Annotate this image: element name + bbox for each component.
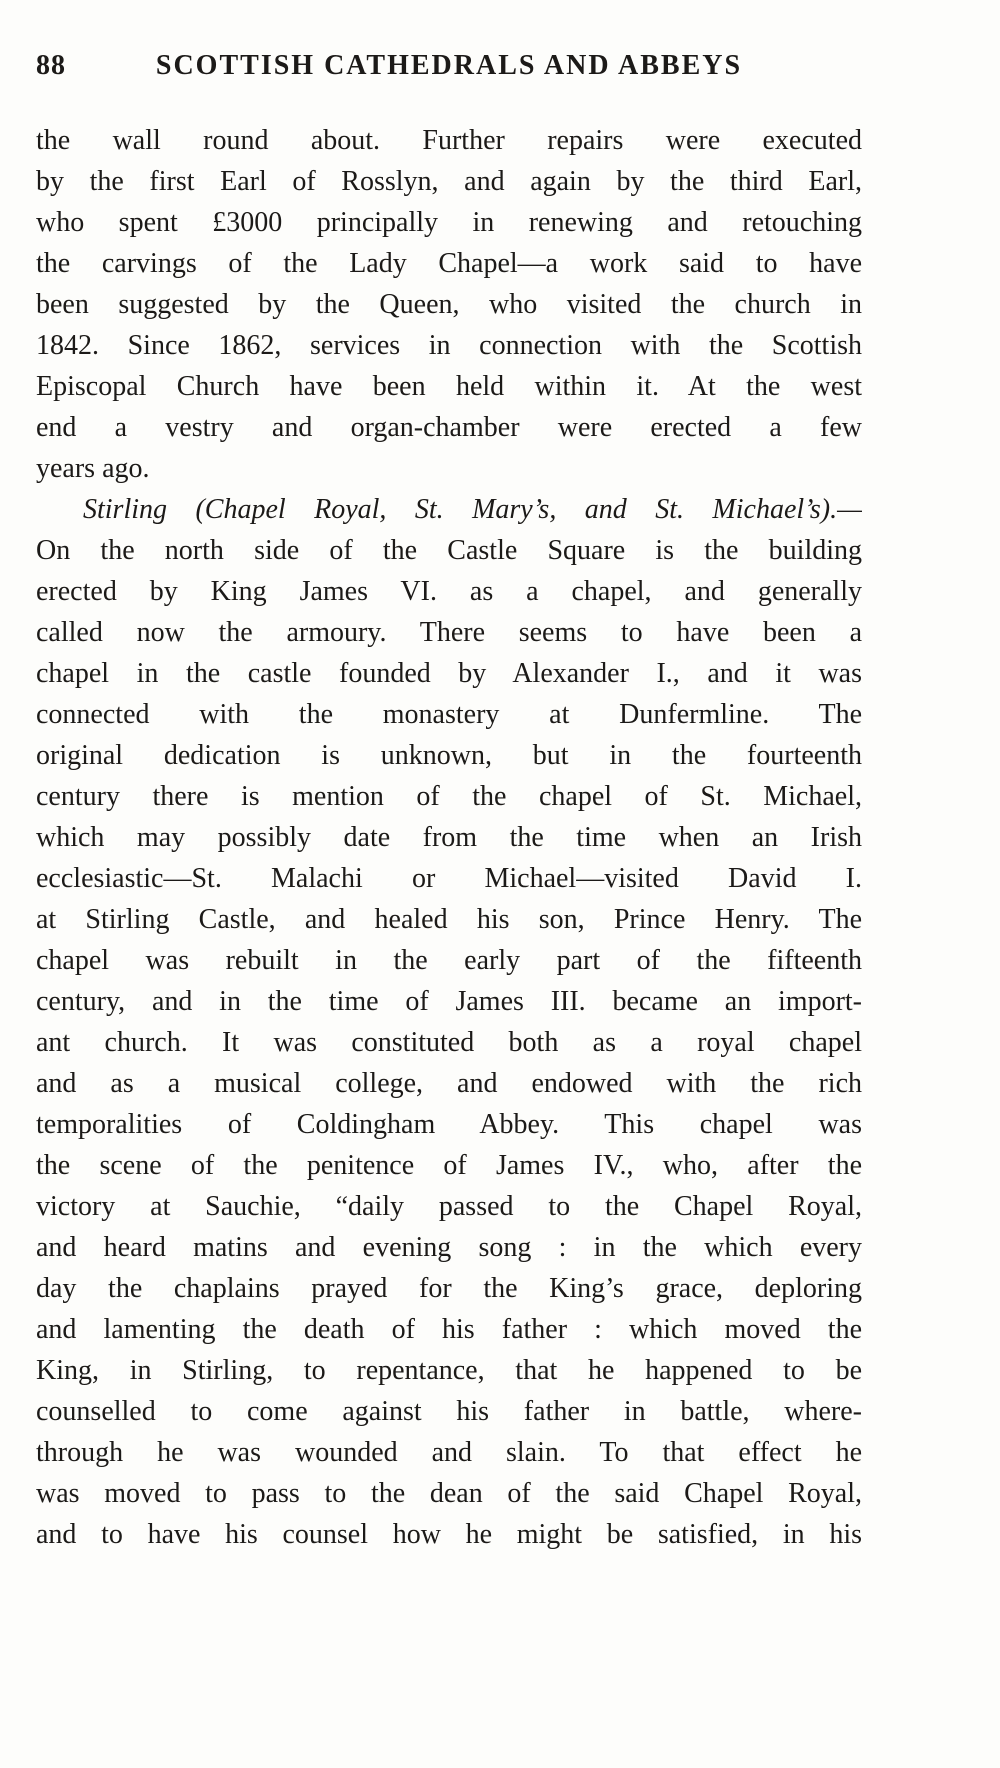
text-line: who spent £3000 principally in renewing and retouching [36,207,862,238]
running-title: SCOTTISH CATHEDRALS AND ABBEYS [155,50,743,81]
text-line: connected with the monastery at Dunfermline. The [36,699,862,730]
text-line: day the chaplains prayed for the King’s grace, deploring [36,1273,862,1304]
text-line: end a vestry and organ-chamber were erected a few [36,412,862,443]
text-block [36,120,862,1555]
text-line: original dedication is unknown, but in the fourteenth [36,740,862,771]
text-line: at Stirling Castle, and healed his son, Prince Henry. The [36,904,862,935]
text-line: through he was wounded and slain. To that effect he [36,1437,862,1468]
text-line: and to have his counsel how he might be satisfied, in his [36,1519,862,1550]
text-line: and as a musical college, and endowed with the rich [36,1068,862,1099]
text-line: chapel in the castle founded by Alexander I., and it was [36,658,862,689]
text-line: and lamenting the death of his father : which moved the [36,1314,862,1345]
text-line: On the north side of the Castle Square is the building [36,535,862,566]
text-line: was moved to pass to the dean of the said Chapel Royal, [36,1478,862,1509]
text-line: King, in Stirling, to repentance, that he happened to be [36,1355,862,1386]
text-line: ant church. It was constituted both as a royal chapel [36,1027,862,1058]
text-line: Stirling (Chapel Royal, St. Mary’s, and St. Michael’s).— [83,494,862,525]
text-line: century, and in the time of James III. became an import- [36,986,862,1017]
text-line: called now the armoury. There seems to have been a [36,617,862,648]
paragraph [36,489,862,1555]
text-line: erected by King James VI. as a chapel, and generally [36,576,862,607]
text-line: counselled to come against his father in battle, where- [36,1396,862,1427]
text-line: and heard matins and evening song : in the which every [36,1232,862,1263]
text-line: victory at Sauchie, “daily passed to the Chapel Royal, [36,1191,862,1222]
text-line: which may possibly date from the time when an Irish [36,822,862,853]
text-line: the wall round about. Further repairs were executed [36,125,862,156]
page-header [36,50,862,86]
text-line: the carvings of the Lady Chapel—a work said to have [36,248,862,279]
text-line: Episcopal Church have been held within it. At the west [36,371,862,402]
page-number: 88 [36,50,66,81]
text-line: by the first Earl of Rosslyn, and again by the third Earl, [36,166,862,197]
text-line: temporalities of Coldingham Abbey. This chapel was [36,1109,862,1140]
paragraph [36,120,862,489]
text-line: ecclesiastic—St. Malachi or Michael—visited David I. [36,863,862,894]
text-line: been suggested by the Queen, who visited the church in [36,289,862,320]
text-line: chapel was rebuilt in the early part of the fifteenth [36,945,862,976]
text-line: the scene of the penitence of James IV., who, after the [36,1150,862,1181]
text-line: 1842. Since 1862, services in connection with the Scottish [36,330,862,361]
text-line: century there is mention of the chapel of St. Michael, [36,781,862,812]
text-line: years ago. [36,453,150,484]
